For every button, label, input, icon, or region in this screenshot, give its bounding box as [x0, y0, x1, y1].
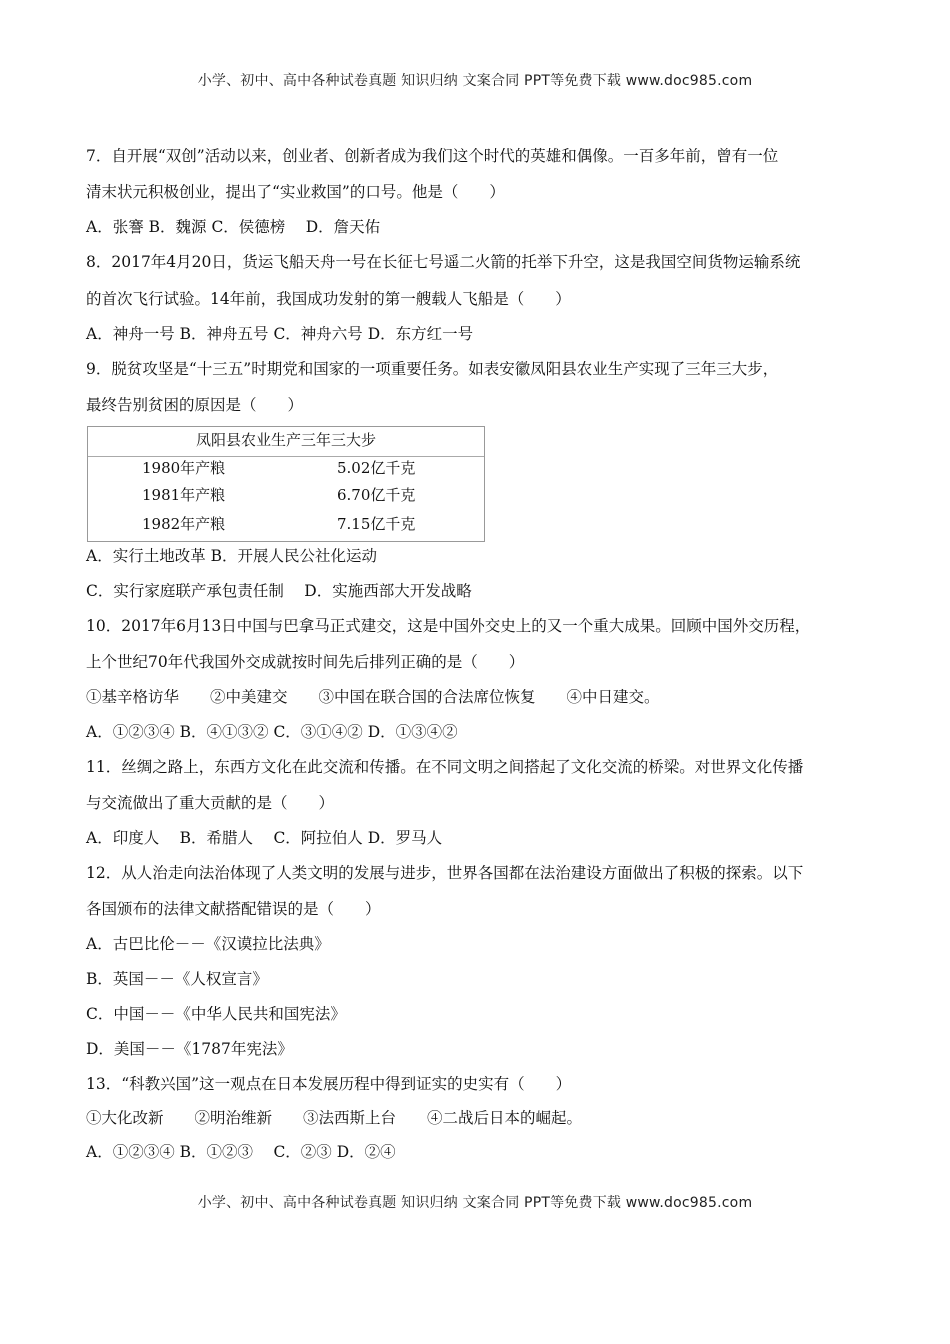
q8-stem-line2: 的首次飞行试验。14年前，我国成功发射的第一艘载人飞船是（ ）: [86, 290, 571, 308]
q7-stem-line2: 清末状元积极创业，提出了“实业救国”的口号。他是（ ）: [86, 183, 505, 201]
table-row-year: 1980年产粮: [142, 459, 226, 477]
q10-items: ①基辛格访华 ②中美建交 ③中国在联合国的合法席位恢复 ④中日建交。: [86, 688, 660, 706]
q12-stem-line1: 12．从人治走向法治体现了人类文明的发展与进步，世界各国都在法治建设方面做出了积极的探索。以下: [86, 864, 804, 882]
table-row-amount: 7.15亿千克: [337, 515, 416, 533]
q13-stem: 13．“科教兴国”这一观点在日本发展历程中得到证实的史实有（ ）: [86, 1075, 572, 1093]
q10-stem-line1: 10．2017年6月13日中国与巴拿马正式建交，这是中国外交史上的又一个重大成果。回顾中国外交历程，: [86, 617, 811, 635]
q9-options-line2: C．实行家庭联产承包责任制 D．实施西部大开发战略: [86, 582, 472, 600]
page-footer: 小学、初中、高中各种试卷真题 知识归纳 文案合同 PPT等免费下载 www.doc985.com: [197, 1195, 753, 1211]
q9-options-line1: A．实行土地改革 B．开展人民公社化运动: [86, 547, 378, 565]
q11-options: A．印度人 B．希腊人 C．阿拉伯人 D．罗马人: [86, 829, 443, 847]
table-caption: 凤阳县农业生产三年三大步: [195, 431, 376, 449]
q11-stem-line1: 11．丝绸之路上，东西方文化在此交流和传播。在不同文明之间搭起了文化交流的桥梁。对世界文化传播: [86, 758, 804, 776]
q10-options: A．①②③④ B．④①③② C．③①④② D．①③④②: [86, 723, 458, 741]
q9-stem-line1: 9．脱贫攻坚是“十三五”时期党和国家的一项重要任务。如表安徽凤阳县农业生产实现了三年三大步，: [86, 360, 779, 378]
table-row-year: 1981年产粮: [142, 486, 226, 504]
page-header: 小学、初中、高中各种试卷真题 知识归纳 文案合同 PPT等免费下载 www.doc985.com: [197, 73, 753, 89]
table-row-amount: 5.02亿千克: [337, 459, 416, 477]
q9-stem-line2: 最终告别贫困的原因是（ ）: [86, 396, 304, 414]
q13-items: ①大化改新 ②明治维新 ③法西斯上台 ④二战后日本的崛起。: [86, 1109, 583, 1127]
q12-option-a: A．古巴比伦－－《汉谟拉比法典》: [86, 935, 330, 953]
q12-stem-line2: 各国颁布的法律文献搭配错误的是（ ）: [86, 900, 381, 918]
q8-options: A．神舟一号 B．神舟五号 C．神舟六号 D．东方红一号: [86, 325, 474, 343]
q11-stem-line2: 与交流做出了重大贡献的是（ ）: [86, 794, 335, 812]
q8-stem-line1: 8．2017年4月20日，货运飞船天舟一号在长征七号遥二火箭的托举下升空，这是我国空间货物运输系统: [86, 253, 801, 271]
grain-output-table: [87, 426, 485, 542]
q12-option-c: C．中国－－《中华人民共和国宪法》: [86, 1005, 346, 1023]
q7-stem-line1: 7．自开展“双创”活动以来，创业者、创新者成为我们这个时代的英雄和偶像。一百多年前，曾有一位: [86, 147, 779, 165]
table-row-year: 1982年产粮: [142, 515, 226, 533]
table-row-amount: 6.70亿千克: [337, 486, 416, 504]
q12-option-d: D．美国－－《1787年宪法》: [86, 1040, 293, 1058]
q10-stem-line2: 上个世纪70年代我国外交成就按时间先后排列正确的是（ ）: [86, 653, 525, 671]
q13-options: A．①②③④ B．①②③ C．②③ D．②④: [86, 1143, 396, 1161]
q12-option-b: B．英国－－《人权宣言》: [86, 970, 268, 988]
q7-options: A．张謇 B．魏源 C．侯德榜 D．詹天佑: [86, 218, 381, 236]
